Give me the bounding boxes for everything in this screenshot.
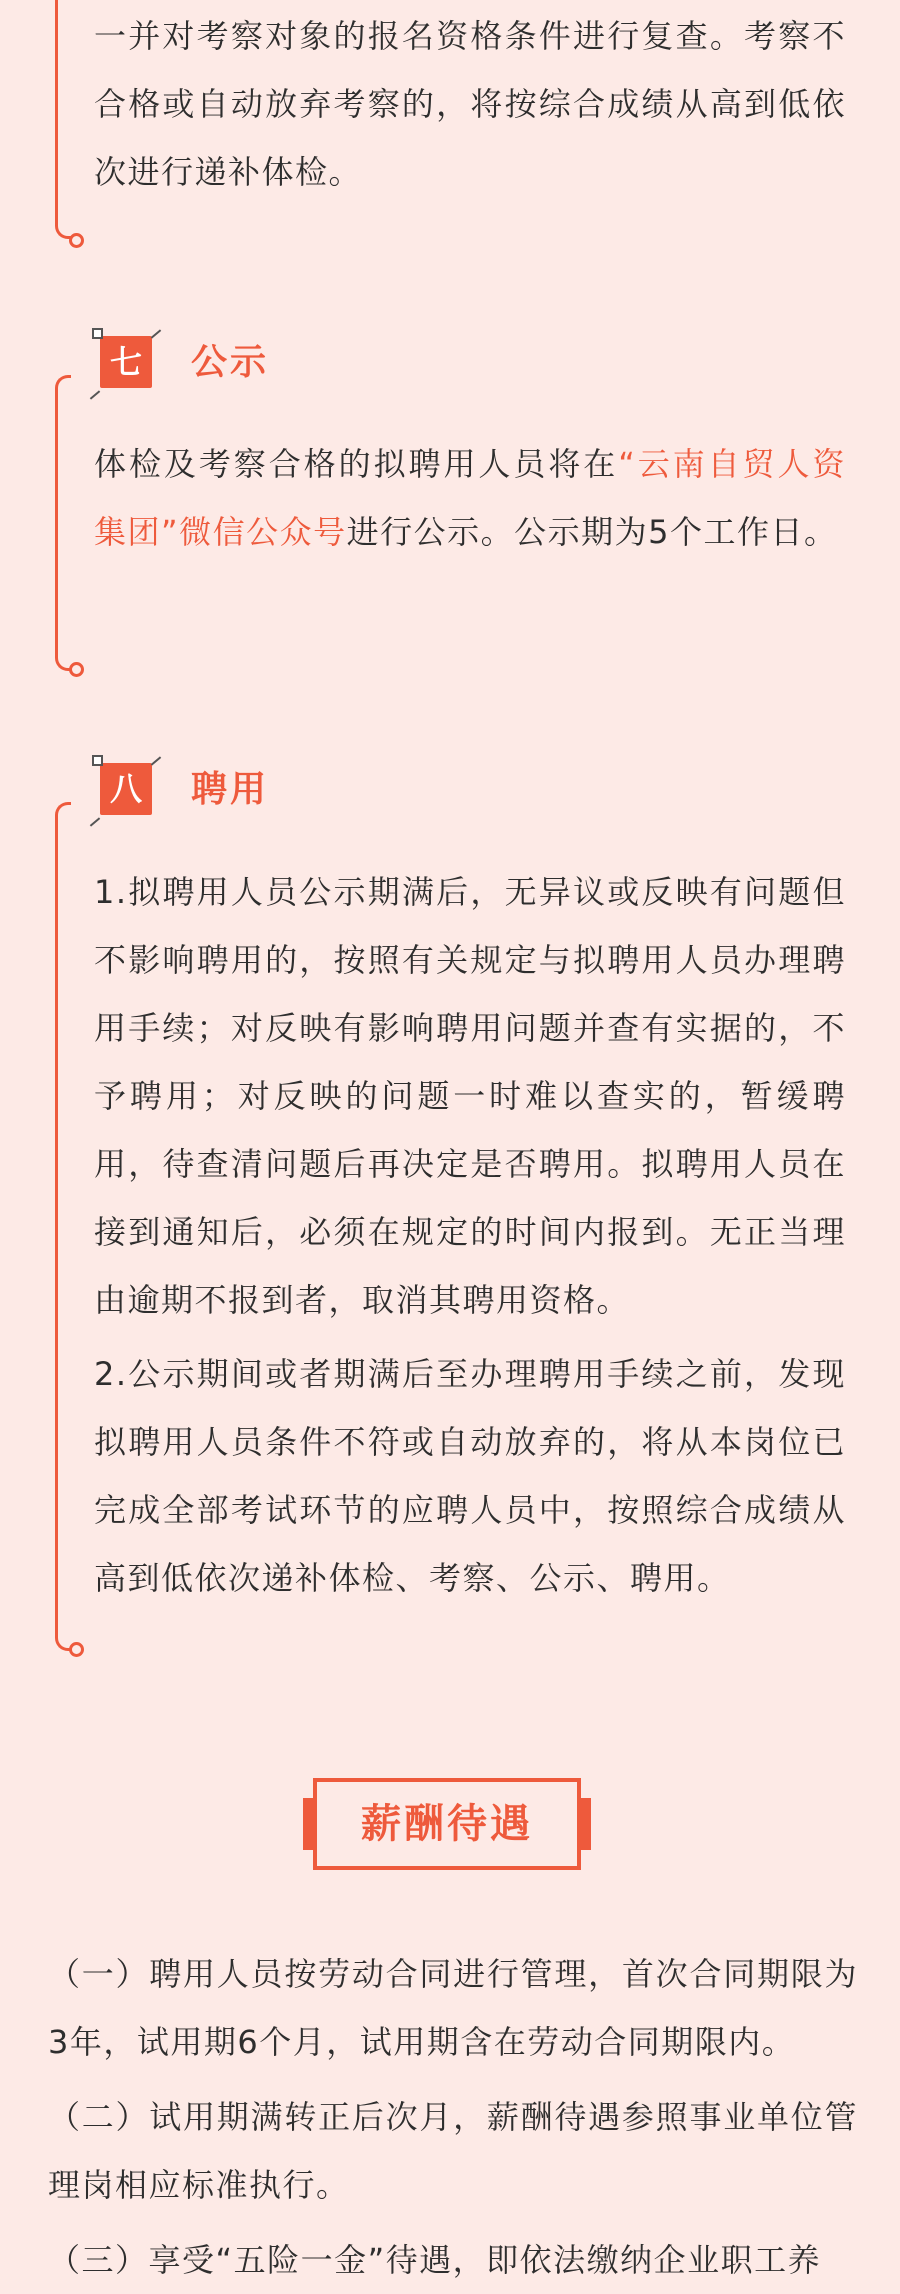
sec8-paragraph-2: 2.公示期间或者期满后至办理聘用手续之前，发现拟聘用人员条件不符或自动放弃的，将从本岗位已完成全部考试环节的应聘人员中，按照综合成绩从高到低依次递补体检、考察、公示、聘用。 xyxy=(94,1355,846,1597)
salary-item-2: （二）试用期满转正后次月，薪酬待遇参照事业单位管理岗相应标准执行。 xyxy=(48,2098,858,2204)
sec7-wechat-account-highlight: “云南自贸人资集团”微信公众号 xyxy=(94,445,846,551)
sec8-number-badge: 八 xyxy=(100,763,152,815)
badge-corner-square-icon xyxy=(92,328,103,339)
sec8-end-dot xyxy=(69,1642,84,1657)
sec8-bracket-line xyxy=(55,802,71,1651)
sec7-bracket-line xyxy=(55,375,71,671)
sec6-end-dot xyxy=(69,233,84,248)
badge-tick-icon xyxy=(151,329,161,338)
salary-heading: 薪酬待遇 xyxy=(313,1778,581,1870)
sec7-end-dot xyxy=(69,662,84,677)
salary-item-3: （三）享受“五险一金”待遇，即依法缴纳企业职工养 xyxy=(48,2241,822,2279)
sec8-title: 聘用 xyxy=(191,769,270,810)
sec7-text-post: 进行公示。公示期为5个工作日。 xyxy=(346,513,838,551)
sec7-paragraph xyxy=(94,430,846,566)
sec7-title: 公示 xyxy=(191,342,270,383)
badge-tick-icon xyxy=(90,390,100,399)
sec6-paragraph: 一并对考察对象的报名资格条件进行复查。考察不合格或自动放弃考察的，将按综合成绩从高到低依次进行递补体检。 xyxy=(94,17,846,191)
sec8-paragraph-1: 1.拟聘用人员公示期满后，无异议或反映有问题但不影响聘用的，按照有关规定与拟聘用人员办理聘用手续；对反映有影响聘用问题并查有实据的，不予聘用；对反映的问题一时难以查实的，暂缓聘用，待查清问题后再决定是否聘用。拟聘用人员在接到通知后，必须在规定的时间内报到。无正当理由逾期不报到者，取消其聘用资格。 xyxy=(94,873,846,1319)
badge-tick-icon xyxy=(151,756,161,765)
sec6-bracket-line xyxy=(55,0,71,239)
sec7-text-pre: 体检及考察合格的拟聘用人员将在 xyxy=(94,445,619,483)
sec7-number-badge: 七 xyxy=(100,336,152,388)
badge-corner-square-icon xyxy=(92,755,103,766)
badge-tick-icon xyxy=(90,817,100,826)
salary-section-banner xyxy=(303,1778,591,1870)
salary-item-1: （一）聘用人员按劳动合同进行管理，首次合同期限为3年，试用期6个月，试用期含在劳动合同期限内。 xyxy=(48,1955,858,2061)
